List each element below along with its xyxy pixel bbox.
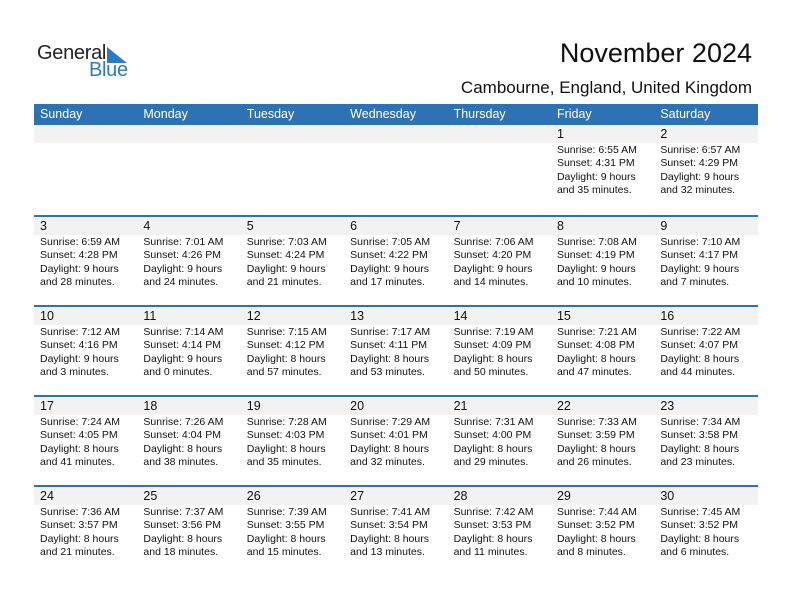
day-number: 18 [137, 397, 240, 415]
day-number: 29 [551, 487, 654, 505]
day-number: 2 [654, 125, 757, 143]
sunset-text: Sunset: 4:07 PM [660, 339, 738, 352]
weekday-thursday: Thursday [453, 107, 506, 121]
sunrise-text: Sunrise: 7:21 AM [556, 326, 637, 338]
sunrise-text: Sunrise: 7:41 AM [350, 506, 431, 518]
sunset-text: Sunset: 4:09 PM [453, 339, 532, 352]
day-info [241, 325, 344, 380]
day-number: 23 [654, 397, 757, 415]
empty-day-cell [137, 125, 240, 215]
sunset-text: Sunset: 4:01 PM [350, 429, 428, 442]
weekday-friday: Friday [556, 107, 592, 121]
sunrise-text: Sunrise: 7:33 AM [556, 416, 637, 428]
empty-day-cell [448, 125, 551, 215]
day-number: 20 [344, 397, 447, 415]
daylight-text: Daylight: 8 hours [453, 532, 533, 545]
sunset-text: Sunset: 4:22 PM [350, 249, 428, 262]
daylight-text: and 18 minutes. [143, 546, 219, 559]
weekday-saturday: Saturday [660, 107, 711, 121]
logo-blue-text: Blue [89, 59, 128, 81]
daylight-text: and 21 minutes. [246, 276, 322, 289]
day-number: 30 [654, 487, 757, 505]
daylight-text: Daylight: 8 hours [350, 352, 429, 365]
day-number: 26 [241, 487, 344, 505]
sunrise-text: Sunrise: 7:26 AM [143, 416, 224, 428]
day-cell [241, 397, 344, 485]
empty-day-cell [34, 125, 137, 215]
daylight-text: Daylight: 9 hours [660, 170, 740, 183]
daylight-text: and 11 minutes. [453, 546, 528, 559]
day-cell [654, 397, 757, 485]
day-info [654, 505, 757, 560]
daylight-text: Daylight: 8 hours [660, 352, 740, 365]
sunset-text: Sunset: 3:56 PM [143, 519, 222, 532]
sunset-text: Sunset: 4:11 PM [350, 339, 428, 352]
sunrise-text: Sunrise: 7:24 AM [40, 416, 120, 428]
daylight-text: Daylight: 8 hours [246, 532, 326, 545]
daylight-text: Daylight: 8 hours [350, 532, 429, 545]
daylight-text: Daylight: 9 hours [350, 262, 429, 275]
sunrise-text: Sunrise: 7:45 AM [660, 506, 741, 518]
sunrise-text: Sunrise: 7:37 AM [143, 506, 224, 518]
daylight-text: Daylight: 9 hours [246, 262, 326, 275]
location-subtitle: Cambourne, England, United Kingdom [460, 78, 752, 97]
day-info [448, 235, 551, 290]
day-number: 15 [551, 307, 654, 325]
day-cell [448, 487, 551, 575]
weekday-tuesday: Tuesday [246, 107, 295, 121]
day-number: 9 [654, 217, 757, 235]
daylight-text: Daylight: 8 hours [40, 442, 119, 455]
week-row [34, 215, 758, 305]
day-number: 27 [344, 487, 447, 505]
day-cell [654, 487, 757, 575]
day-cell [137, 217, 240, 305]
day-cell [654, 307, 757, 395]
day-info [241, 505, 344, 560]
sunset-text: Sunset: 4:26 PM [143, 249, 222, 262]
daylight-text: and 35 minutes. [246, 456, 322, 469]
day-info [654, 235, 757, 290]
daylight-text: and 32 minutes. [350, 456, 425, 469]
weekday-monday: Monday [143, 107, 188, 121]
day-cell [448, 307, 551, 395]
daylight-text: Daylight: 8 hours [660, 532, 740, 545]
day-number: 14 [448, 307, 551, 325]
calendar [34, 104, 758, 575]
day-info [654, 325, 757, 380]
sunrise-text: Sunrise: 7:06 AM [453, 236, 534, 248]
sunset-text: Sunset: 4:08 PM [556, 339, 635, 352]
daylight-text: and 17 minutes. [350, 276, 425, 289]
day-info [137, 415, 240, 470]
sunrise-text: Sunrise: 7:44 AM [556, 506, 637, 518]
sunrise-text: Sunrise: 7:03 AM [246, 236, 327, 248]
sunset-text: Sunset: 3:57 PM [40, 519, 118, 532]
day-number: 7 [448, 217, 551, 235]
daylight-text: Daylight: 9 hours [453, 262, 533, 275]
day-cell [344, 217, 447, 305]
daylight-text: and 28 minutes. [40, 276, 115, 289]
sunset-text: Sunset: 4:14 PM [143, 339, 222, 352]
day-cell [654, 125, 757, 215]
sunrise-text: Sunrise: 6:55 AM [556, 144, 637, 156]
daylight-text: and 50 minutes. [453, 366, 529, 379]
day-number: 11 [137, 307, 240, 325]
sunset-text: Sunset: 4:16 PM [40, 339, 118, 352]
daylight-text: Daylight: 9 hours [660, 262, 740, 275]
day-info [551, 143, 654, 198]
day-number: 6 [344, 217, 447, 235]
sunset-text: Sunset: 3:52 PM [660, 519, 738, 532]
day-number: 10 [34, 307, 137, 325]
daylight-text: Daylight: 9 hours [143, 352, 223, 365]
sunrise-text: Sunrise: 7:15 AM [246, 326, 327, 338]
day-cell [551, 125, 654, 215]
weekday-wednesday: Wednesday [350, 107, 416, 121]
daylight-text: and 3 minutes. [40, 366, 109, 379]
sunset-text: Sunset: 4:17 PM [660, 249, 738, 262]
sunset-text: Sunset: 4:29 PM [660, 157, 738, 170]
day-cell [137, 397, 240, 485]
sunrise-text: Sunrise: 7:17 AM [350, 326, 431, 338]
day-info [448, 415, 551, 470]
daylight-text: and 44 minutes. [660, 366, 736, 379]
daylight-text: and 29 minutes. [453, 456, 529, 469]
empty-day-cell [344, 125, 447, 215]
day-cell [241, 487, 344, 575]
daylight-text: Daylight: 9 hours [556, 262, 636, 275]
day-info [551, 505, 654, 560]
day-number [34, 125, 137, 143]
sunset-text: Sunset: 4:12 PM [246, 339, 325, 352]
sunrise-text: Sunrise: 7:36 AM [40, 506, 120, 518]
day-number: 5 [241, 217, 344, 235]
sunrise-text: Sunrise: 7:42 AM [453, 506, 534, 518]
daylight-text: Daylight: 9 hours [556, 170, 636, 183]
day-cell [551, 487, 654, 575]
empty-day-cell [241, 125, 344, 215]
day-cell [34, 487, 137, 575]
day-cell [551, 307, 654, 395]
logo-general-text: General [37, 42, 107, 64]
daylight-text: Daylight: 8 hours [246, 352, 326, 365]
sunrise-text: Sunrise: 7:10 AM [660, 236, 741, 248]
sunset-text: Sunset: 3:55 PM [246, 519, 325, 532]
day-number: 13 [344, 307, 447, 325]
daylight-text: and 26 minutes. [556, 456, 632, 469]
sunrise-text: Sunrise: 7:05 AM [350, 236, 431, 248]
daylight-text: Daylight: 8 hours [556, 352, 636, 365]
weekday-sunday: Sunday [40, 107, 83, 121]
calendar-weeks [34, 125, 758, 575]
day-number: 24 [34, 487, 137, 505]
sunrise-text: Sunrise: 6:57 AM [660, 144, 741, 156]
day-number: 8 [551, 217, 654, 235]
sunset-text: Sunset: 4:31 PM [556, 157, 635, 170]
day-info [344, 505, 447, 560]
daylight-text: Daylight: 8 hours [453, 442, 533, 455]
day-info [137, 325, 240, 380]
day-cell [551, 217, 654, 305]
daylight-text: Daylight: 9 hours [40, 352, 119, 365]
sunset-text: Sunset: 3:53 PM [453, 519, 532, 532]
day-cell [34, 217, 137, 305]
day-cell [654, 217, 757, 305]
day-number [448, 125, 551, 143]
sunrise-text: Sunrise: 7:22 AM [660, 326, 741, 338]
weekday-header [34, 104, 758, 125]
day-cell [241, 307, 344, 395]
sunrise-text: Sunrise: 7:34 AM [660, 416, 741, 428]
daylight-text: Daylight: 8 hours [246, 442, 326, 455]
sunset-text: Sunset: 4:03 PM [246, 429, 325, 442]
day-cell [551, 397, 654, 485]
day-info [34, 505, 137, 560]
sunset-text: Sunset: 4:19 PM [556, 249, 635, 262]
day-info [448, 505, 551, 560]
day-number: 21 [448, 397, 551, 415]
day-number: 19 [241, 397, 344, 415]
sunrise-text: Sunrise: 7:19 AM [453, 326, 534, 338]
day-cell [137, 487, 240, 575]
day-cell [34, 397, 137, 485]
daylight-text: and 14 minutes. [453, 276, 529, 289]
daylight-text: and 53 minutes. [350, 366, 425, 379]
day-cell [448, 397, 551, 485]
sunset-text: Sunset: 4:28 PM [40, 249, 118, 262]
daylight-text: and 0 minutes. [143, 366, 213, 379]
day-info [344, 415, 447, 470]
day-info [448, 325, 551, 380]
day-number [137, 125, 240, 143]
day-info [34, 325, 137, 380]
sunrise-text: Sunrise: 7:31 AM [453, 416, 534, 428]
day-info [34, 415, 137, 470]
week-row [34, 305, 758, 395]
day-info [654, 143, 757, 198]
daylight-text: Daylight: 8 hours [143, 442, 223, 455]
week-row [34, 395, 758, 485]
day-info [654, 415, 757, 470]
daylight-text: and 57 minutes. [246, 366, 322, 379]
day-cell [448, 217, 551, 305]
day-number: 3 [34, 217, 137, 235]
daylight-text: and 35 minutes. [556, 184, 632, 197]
sunset-text: Sunset: 3:52 PM [556, 519, 635, 532]
daylight-text: and 15 minutes. [246, 546, 322, 559]
daylight-text: and 7 minutes. [660, 276, 730, 289]
daylight-text: Daylight: 8 hours [453, 352, 533, 365]
daylight-text: and 24 minutes. [143, 276, 219, 289]
daylight-text: Daylight: 8 hours [556, 532, 636, 545]
daylight-text: Daylight: 8 hours [143, 532, 223, 545]
day-number [344, 125, 447, 143]
day-info [551, 415, 654, 470]
day-info [551, 325, 654, 380]
daylight-text: Daylight: 9 hours [143, 262, 223, 275]
sunrise-text: Sunrise: 6:59 AM [40, 236, 120, 248]
day-info [551, 235, 654, 290]
week-row [34, 485, 758, 575]
daylight-text: and 10 minutes. [556, 276, 632, 289]
day-number: 4 [137, 217, 240, 235]
day-number: 1 [551, 125, 654, 143]
daylight-text: and 13 minutes. [350, 546, 425, 559]
day-info [344, 325, 447, 380]
day-number: 25 [137, 487, 240, 505]
sunrise-text: Sunrise: 7:14 AM [143, 326, 224, 338]
daylight-text: Daylight: 8 hours [350, 442, 429, 455]
page-title: November 2024 [559, 38, 752, 68]
day-number: 17 [34, 397, 137, 415]
daylight-text: Daylight: 9 hours [40, 262, 119, 275]
daylight-text: Daylight: 8 hours [556, 442, 636, 455]
daylight-text: and 38 minutes. [143, 456, 219, 469]
day-number: 16 [654, 307, 757, 325]
sunset-text: Sunset: 3:59 PM [556, 429, 635, 442]
day-cell [344, 307, 447, 395]
day-number: 28 [448, 487, 551, 505]
day-number: 22 [551, 397, 654, 415]
day-cell [137, 307, 240, 395]
sunrise-text: Sunrise: 7:12 AM [40, 326, 120, 338]
day-cell [241, 217, 344, 305]
daylight-text: and 23 minutes. [660, 456, 736, 469]
day-cell [34, 307, 137, 395]
week-row [34, 125, 758, 215]
sunrise-text: Sunrise: 7:08 AM [556, 236, 637, 248]
day-info [241, 415, 344, 470]
daylight-text: and 32 minutes. [660, 184, 736, 197]
sunrise-text: Sunrise: 7:29 AM [350, 416, 431, 428]
sunset-text: Sunset: 4:00 PM [453, 429, 532, 442]
daylight-text: and 8 minutes. [556, 546, 626, 559]
daylight-text: and 21 minutes. [40, 546, 115, 559]
sunset-text: Sunset: 4:05 PM [40, 429, 118, 442]
day-info [137, 235, 240, 290]
sunset-text: Sunset: 3:54 PM [350, 519, 428, 532]
day-number [241, 125, 344, 143]
logo [37, 42, 137, 82]
day-cell [344, 487, 447, 575]
sunrise-text: Sunrise: 7:39 AM [246, 506, 327, 518]
daylight-text: and 6 minutes. [660, 546, 730, 559]
daylight-text: and 47 minutes. [556, 366, 632, 379]
sunset-text: Sunset: 4:20 PM [453, 249, 532, 262]
day-info [344, 235, 447, 290]
daylight-text: Daylight: 8 hours [40, 532, 119, 545]
daylight-text: and 41 minutes. [40, 456, 115, 469]
sunrise-text: Sunrise: 7:01 AM [143, 236, 224, 248]
day-info [34, 235, 137, 290]
day-number: 12 [241, 307, 344, 325]
day-cell [344, 397, 447, 485]
sunset-text: Sunset: 4:24 PM [246, 249, 325, 262]
sunset-text: Sunset: 4:04 PM [143, 429, 222, 442]
day-info [241, 235, 344, 290]
daylight-text: Daylight: 8 hours [660, 442, 740, 455]
sunset-text: Sunset: 3:58 PM [660, 429, 738, 442]
day-info [137, 505, 240, 560]
sunrise-text: Sunrise: 7:28 AM [246, 416, 327, 428]
